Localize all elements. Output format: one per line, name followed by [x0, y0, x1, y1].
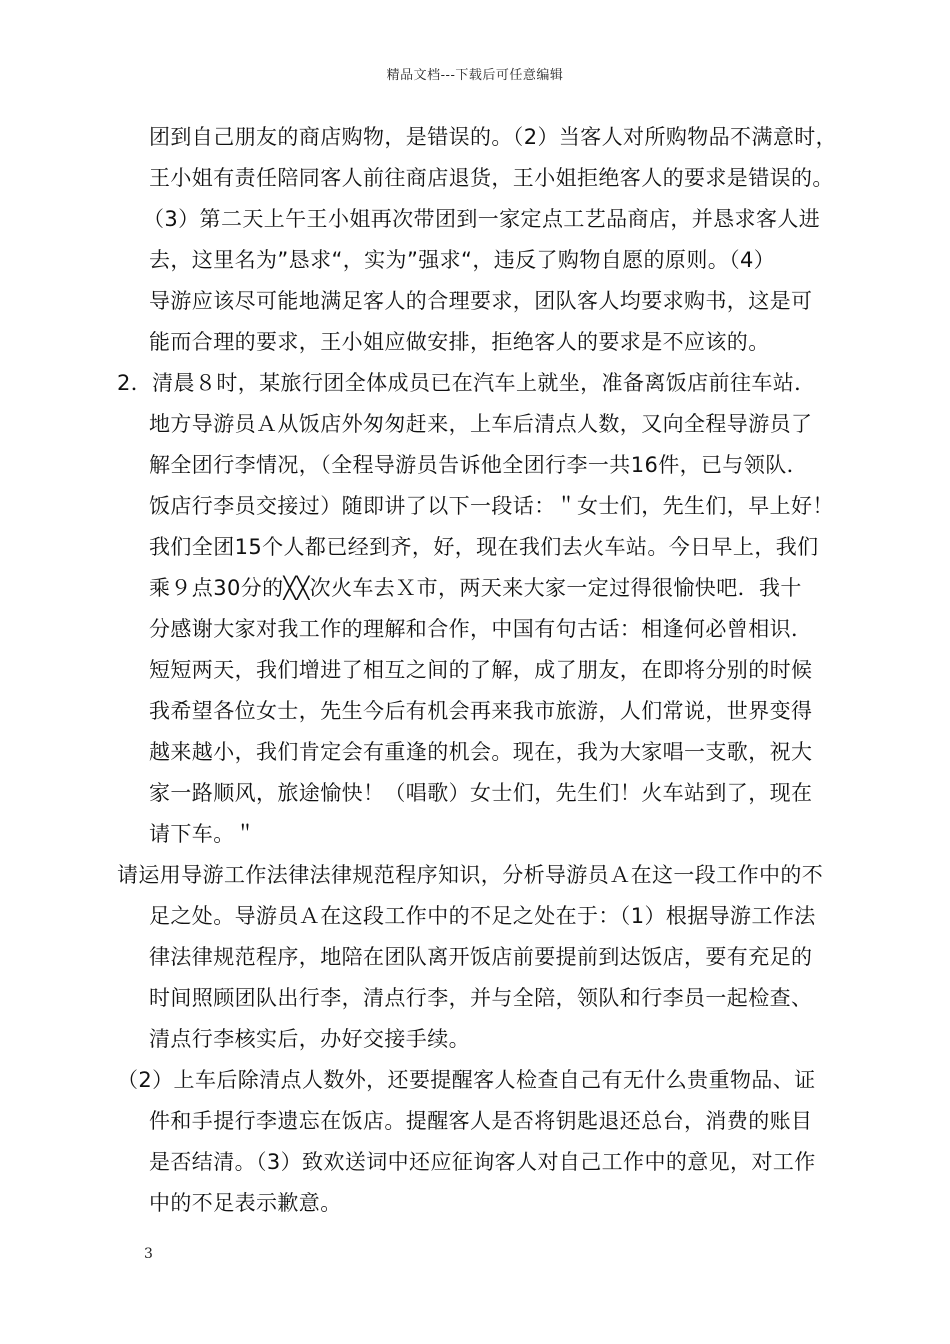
text-line: 分感谢大家对我工作的理解和合作，中国有句古话：相逢何必曾相识． — [149, 617, 813, 641]
text-line: 中的不足表示歉意。 — [149, 1191, 342, 1215]
text-line: 导游应该尽可能地满足客人的合理要求，团队客人均要求购书，这是可 — [149, 289, 813, 313]
text-line: 清点行李核实后，办好交接手续。 — [149, 1027, 470, 1051]
text-line: 短短两天，我们增进了相互之间的了解，成了朋友，在即将分别的时候 — [149, 658, 813, 682]
text-line: 解全团行李情况，（全程导游员告诉他全团行李一共16件，已与领队． — [149, 453, 809, 477]
text-line: 王小姐有责任陪同客人前往商店退货，王小姐拒绝客人的要求是错误的。 — [149, 166, 834, 190]
text-line: 请运用导游工作法律法律规范程序知识，分析导游员Ａ在这一段工作中的不 — [117, 863, 824, 887]
text-line: 请下车。＂ — [149, 822, 256, 846]
text-line: 律法律规范程序，地陪在团队离开饭店前要提前到达饭店，要有充足的 — [149, 945, 813, 969]
text-line: （3）第二天上午王小姐再次带团到一家定点工艺品商店，并恳求客人进 — [143, 207, 821, 231]
text-line: 我希望各位女士，先生今后有机会再来我市旅游，人们常说，世界变得 — [149, 699, 813, 723]
text-line: 团到自己朋友的商店购物，是错误的。（2）当客人对所购物品不满意时， — [149, 125, 838, 149]
text-line: 是否结清。（3）致欢送词中还应征询客人对自己工作中的意见，对工作 — [149, 1150, 816, 1174]
text-line: 饭店行李员交接过）随即讲了以下一段话：＂女士们，先生们，早上好！ — [149, 494, 834, 518]
text-line: 件和手提行李遗忘在饭店。提醒客人是否将钥匙退还总台，消费的账目 — [149, 1109, 813, 1133]
text-line: 乘９点30分的╳╳次火车去Ｘ市，两天来大家一定过得很愉快吧．我十 — [149, 576, 802, 600]
text-line: 我们全团15个人都已经到齐，好，现在我们去火车站。今日早上，我们 — [149, 535, 819, 559]
text-line: 越来越小，我们肯定会有重逢的机会。现在，我为大家唱一支歌，祝大 — [149, 740, 813, 764]
text-line: （2）上车后除清点人数外，还要提醒客人检查自己有无什么贵重物品、证 — [117, 1068, 816, 1092]
text-line: 家一路顺风，旅途愉快！（唱歌）女士们，先生们！火车站到了，现在 — [149, 781, 813, 805]
page-header: 精品文档---下载后可任意编辑 — [386, 68, 564, 83]
text-line: 地方导游员Ａ从饭店外匆匆赶来，上车后清点人数，又向全程导游员了 — [149, 412, 813, 436]
text-line: 2．清晨８时，某旅行团全体成员已在汽车上就坐，准备离饭店前往车站． — [117, 371, 816, 395]
text-line: 去，这里名为”恳求“，实为”强求“，违反了购物自愿的原则。（4） — [149, 248, 776, 272]
text-line: 足之处。导游员Ａ在这段工作中的不足之处在于：（1）根据导游工作法 — [149, 904, 816, 928]
text-line: 时间照顾团队出行李，清点行李，并与全陪，领队和行李员一起检查、 — [149, 986, 813, 1010]
text-line: 能而合理的要求，王小姐应做安排，拒绝客人的要求是不应该的。 — [149, 330, 770, 354]
page-number: 3 — [144, 1246, 153, 1262]
